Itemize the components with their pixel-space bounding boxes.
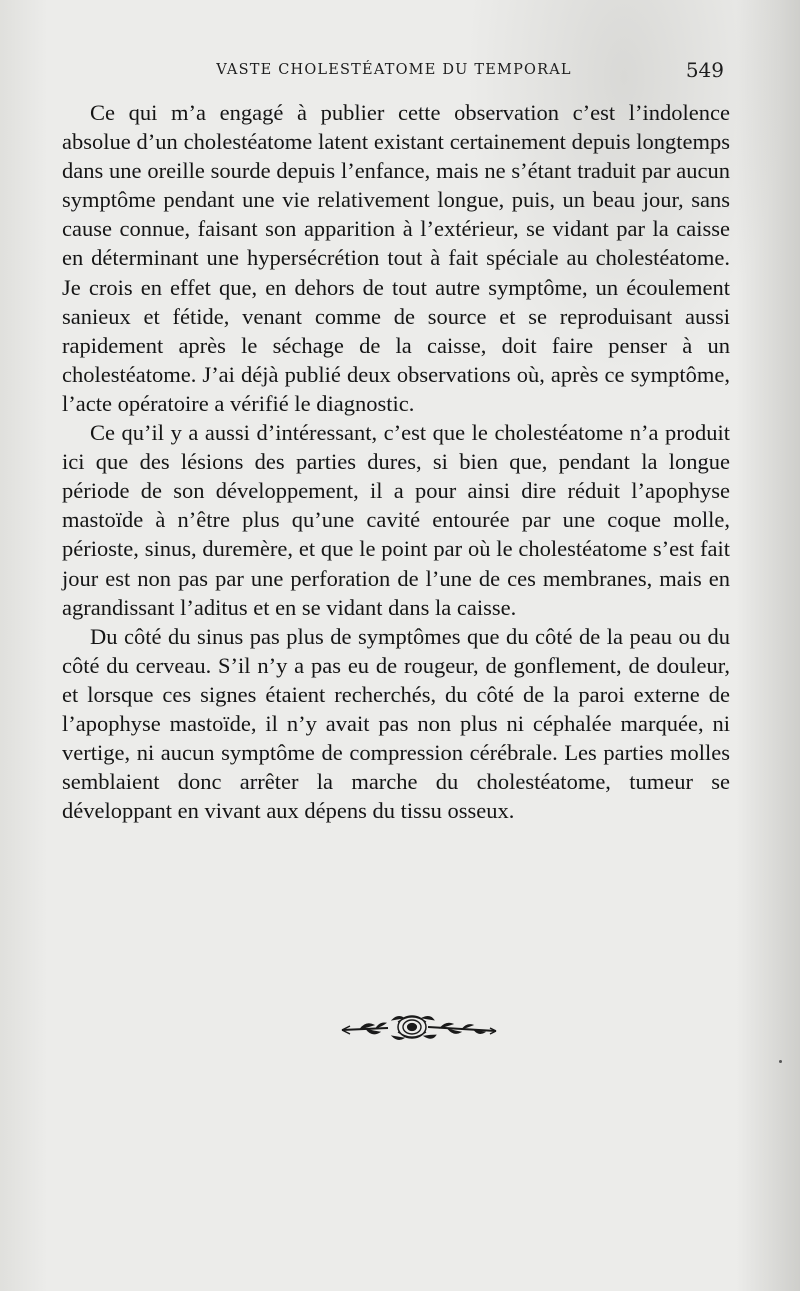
page-header — [60, 58, 728, 88]
running-title: VASTE CHOLESTÉATOME DU TEMPORAL — [216, 62, 572, 78]
page-number: 549 — [685, 58, 724, 82]
scan-speck — [779, 1060, 782, 1063]
paragraph-2: Ce qu’il y a aussi d’intéressant, c’est que le cholestéatome n’a produit ici que des lésions des parties dures, si bien que, pendant la longue période de son développement, il a pour ainsi dire réduit l’apophyse mastoïde à n’être plus qu’une cavité entourée par une coque molle, périoste, sinus, duremère, et que le point par où le cholestéatome s’est fait jour est non pas par une perforation de l’une de ces membranes, mais en agrandissant l’aditus et en se vidant dans la caisse. — [62, 420, 730, 620]
paragraph-3: Du côté du sinus pas plus de symptômes que du côté de la peau ou du côté du cerveau. S’il n’y a pas eu de rougeur, de gonflement, de douleur, et lorsque ces signes étaient recherchés, du côté de la paroi externe de l’apophyse mastoïde, il n’y avait pas non plus ni céphalée marquée, ni vertige, ni aucun symptôme de compression cérébrale. Les parties molles semblaient donc arrêter la marche du cholestéatome, tumeur se développant en vivant aux dépens du tissu osseux. — [62, 623, 730, 824]
paragraph-1: Ce qui m’a engagé à publier cette observation c’est l’indolence absolue d’un cholestéatome latent existant certainement depuis longtemps dans une oreille sourde depuis l’enfance, mais ne s’étant traduit par aucun symptôme pendant une vie relativement longue, puis, un beau jour, sans cause connue, faisant son apparition à l’extérieur, se vidant par la caisse en déterminant une hypersécrétion tout à fait spéciale au cholestéatome. Je crois en effet que, en dehors de tout autre symptôme, un écoulement sanieux et fétide, venant comme de source et se reproduisant aussi rapidement après le séchage de la caisse, doit faire penser à un cholestéatome. J’ai déjà publié deux observations où, après ce symptôme, l’acte opératoire a vérifié le diagnostic. — [62, 100, 730, 416]
floral-tailpiece-icon — [340, 1010, 500, 1046]
body-text — [62, 98, 730, 825]
